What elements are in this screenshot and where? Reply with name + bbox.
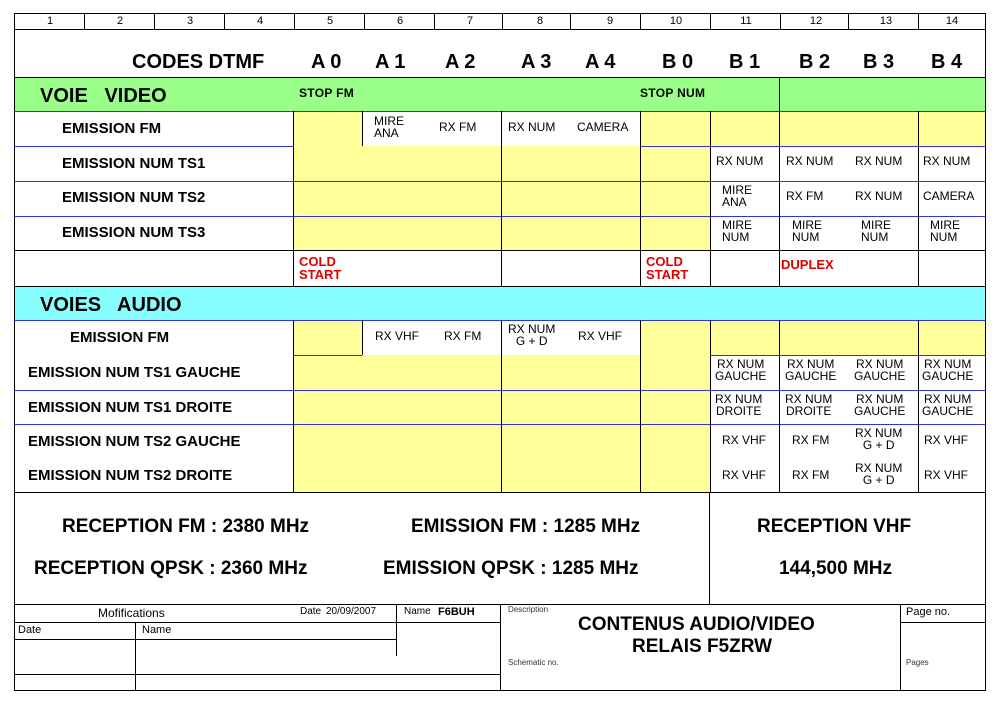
code-b1: B 1 <box>729 51 761 73</box>
audio-cell-ts1d-b1: RX NUM DROITE <box>715 392 763 418</box>
audio-cell-fm-a4: RX VHF <box>578 329 623 343</box>
video-cell-ts2-b3: RX NUM <box>855 189 903 203</box>
audio-cell-ts1d-b4: RX NUM GAUCHE <box>922 392 974 418</box>
audio-section-title: VOIES AUDIO <box>40 294 182 316</box>
vhf-frequency: 144,500 MHz <box>779 558 893 579</box>
audio-cell-ts2g-b3: RX NUM G + D <box>855 426 903 452</box>
video-cell-ts2-b4: CAMERA <box>923 189 975 203</box>
audio-cell-ts2g-b4: RX VHF <box>924 433 969 447</box>
video-cell-fm-a2: RX FM <box>439 120 477 134</box>
video-cell-ts2-b2: RX FM <box>786 189 824 203</box>
reception-qpsk: RECEPTION QPSK : 2360 MHz <box>34 558 308 579</box>
video-cell-ts1-b3: RX NUM <box>855 154 903 168</box>
code-a1: A 1 <box>375 51 406 73</box>
name-label: Name <box>404 606 431 617</box>
video-row-label-1: EMISSION FM <box>62 120 162 137</box>
video-cell-ts1-b1: RX NUM <box>716 154 764 168</box>
ruler-10: 10 <box>669 15 683 27</box>
video-section-title: VOIE VIDEO <box>40 85 167 107</box>
video-row-label-2: EMISSION NUM TS1 <box>62 155 206 172</box>
duplex-label: DUPLEX <box>781 257 834 272</box>
code-b3: B 3 <box>863 51 895 73</box>
video-cell-ts3-b1: MIRE NUM <box>722 218 752 244</box>
ruler-5: 5 <box>326 15 334 27</box>
page-no-label: Page no. <box>906 606 951 618</box>
cold-start-b0: COLD START <box>646 254 689 282</box>
video-cell-ts2-b1: MIRE ANA <box>722 183 752 209</box>
audio-cell-fm-a2: RX FM <box>444 329 482 343</box>
ruler-1: 1 <box>46 15 54 27</box>
video-cell-ts1-b4: RX NUM <box>923 154 971 168</box>
column-ruler <box>14 13 986 30</box>
video-cell-ts3-b4: MIRE NUM <box>930 218 960 244</box>
video-cell-fm-a1: MIRE ANA <box>374 114 404 140</box>
reception-vhf: RECEPTION VHF <box>757 516 912 537</box>
video-cell-ts3-b3: MIRE NUM <box>861 218 891 244</box>
ruler-7: 7 <box>466 15 474 27</box>
reception-fm: RECEPTION FM : 2380 MHz <box>62 516 310 537</box>
stop-num-label: STOP NUM <box>640 86 706 100</box>
stop-fm-label: STOP FM <box>299 86 354 100</box>
ruler-12: 12 <box>809 15 823 27</box>
name-value: F6BUH <box>438 606 475 618</box>
date-value: 20/09/2007 <box>326 606 377 617</box>
audio-cell-ts2d-b2: RX FM <box>792 468 830 482</box>
video-row-label-3: EMISSION NUM TS2 <box>62 189 206 206</box>
codes-dtmf-label: CODES DTMF <box>132 51 265 73</box>
ruler-14: 14 <box>945 15 959 27</box>
audio-cell-ts2d-b3: RX NUM G + D <box>855 461 903 487</box>
audio-cell-ts1d-b3: RX NUM GAUCHE <box>854 392 906 418</box>
audio-cell-fm-a3: RX NUM G + D <box>508 322 556 348</box>
audio-row-label-4: EMISSION NUM TS2 GAUCHE <box>28 433 241 450</box>
schematic-label: Schematic no. <box>508 658 559 667</box>
audio-cell-ts2d-b1: RX VHF <box>722 468 767 482</box>
video-cell-ts3-b2: MIRE NUM <box>792 218 822 244</box>
video-cell-ts1-b2: RX NUM <box>786 154 834 168</box>
audio-row-label-1: EMISSION FM <box>70 329 170 346</box>
ruler-3: 3 <box>186 15 194 27</box>
audio-cell-fm-a1: RX VHF <box>375 329 420 343</box>
ruler-6: 6 <box>396 15 404 27</box>
audio-cell-ts1g-b3: RX NUM GAUCHE <box>854 357 906 383</box>
emission-qpsk: EMISSION QPSK : 1285 MHz <box>383 558 639 579</box>
code-b0: B 0 <box>662 51 694 73</box>
ruler-2: 2 <box>116 15 124 27</box>
ruler-9: 9 <box>606 15 614 27</box>
audio-row-label-2: EMISSION NUM TS1 GAUCHE <box>28 364 241 381</box>
description-label: Description <box>508 605 549 614</box>
date-label: Date <box>300 606 322 617</box>
code-a3: A 3 <box>521 51 552 73</box>
code-b4: B 4 <box>931 51 963 73</box>
emission-fm: EMISSION FM : 1285 MHz <box>411 516 641 537</box>
audio-cell-ts1g-b4: RX NUM GAUCHE <box>922 357 974 383</box>
pages-label: Pages <box>906 658 929 667</box>
code-b2: B 2 <box>799 51 831 73</box>
ruler-4: 4 <box>256 15 264 27</box>
audio-cell-ts2g-b2: RX FM <box>792 433 830 447</box>
video-cell-fm-a4: CAMERA <box>577 120 629 134</box>
document-title-line2: RELAIS F5ZRW <box>632 636 773 657</box>
audio-cell-ts1g-b1: RX NUM GAUCHE <box>715 357 767 383</box>
audio-cell-ts2g-b1: RX VHF <box>722 433 767 447</box>
video-cell-fm-a3: RX NUM <box>508 120 556 134</box>
video-row-label-4: EMISSION NUM TS3 <box>62 224 206 241</box>
audio-row-label-3: EMISSION NUM TS1 DROITE <box>28 399 233 416</box>
modifications-label: Mofifications <box>98 606 165 620</box>
ruler-13: 13 <box>879 15 893 27</box>
code-a4: A 4 <box>585 51 616 73</box>
mod-name-header: Name <box>142 624 172 636</box>
ruler-11: 11 <box>740 15 752 27</box>
mod-date-header: Date <box>18 624 42 636</box>
audio-row-label-5: EMISSION NUM TS2 DROITE <box>28 467 233 484</box>
code-a0: A 0 <box>311 51 342 73</box>
code-a2: A 2 <box>445 51 476 73</box>
cold-start-a0: COLD START <box>299 254 342 282</box>
document-title-line1: CONTENUS AUDIO/VIDEO <box>578 614 815 635</box>
audio-cell-ts2d-b4: RX VHF <box>924 468 969 482</box>
audio-cell-ts1d-b2: RX NUM DROITE <box>785 392 833 418</box>
audio-cell-ts1g-b2: RX NUM GAUCHE <box>785 357 837 383</box>
ruler-8: 8 <box>536 15 544 27</box>
